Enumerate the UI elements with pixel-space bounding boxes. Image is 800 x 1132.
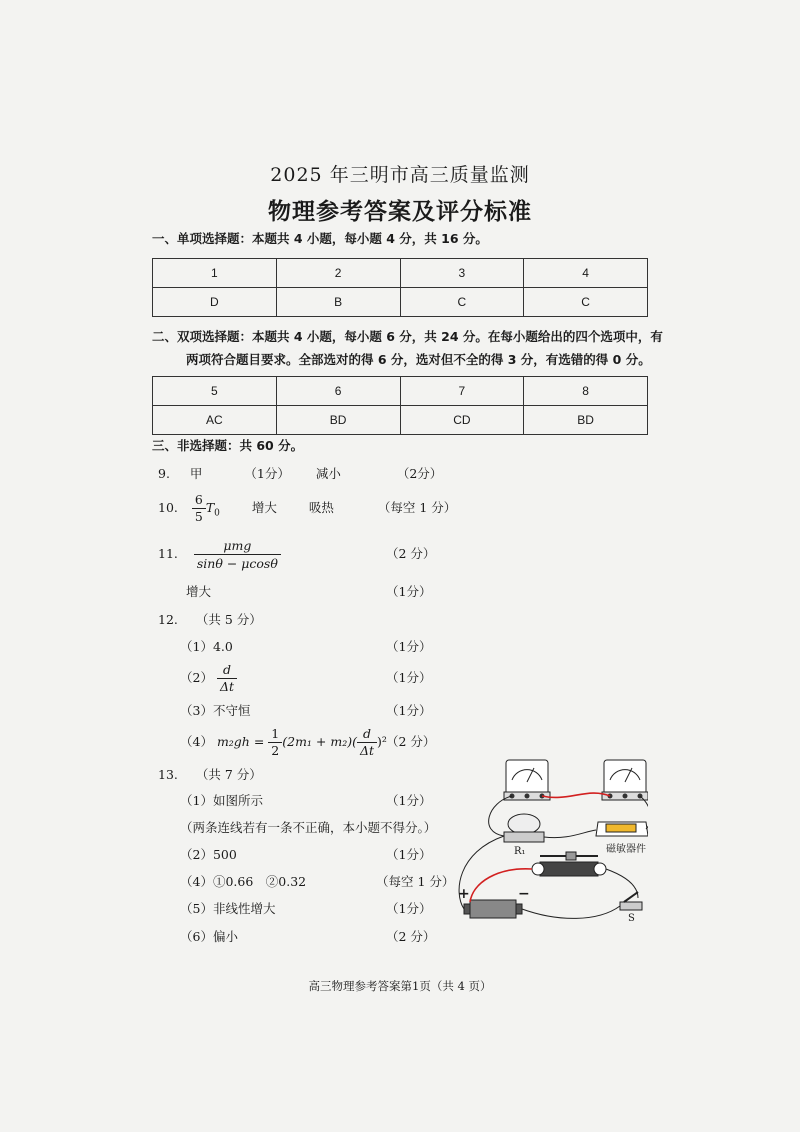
answer-text: 吸热	[308, 500, 334, 515]
fraction-denominator: Δt	[359, 743, 375, 758]
question-number: 5	[153, 377, 277, 406]
table-row	[153, 377, 648, 406]
question-number: 2	[276, 259, 400, 288]
q13-part4	[180, 873, 455, 891]
part-label: （2）	[180, 670, 213, 685]
score-text: （2 分）	[386, 929, 436, 944]
q12-part1	[180, 638, 432, 656]
score-text: （1分）	[386, 793, 432, 808]
fraction-denominator: 5	[194, 509, 203, 524]
answer-cell: BD	[524, 406, 648, 435]
fraction	[357, 726, 377, 759]
answer-text: 增大	[186, 584, 212, 599]
fraction-numerator: d	[357, 726, 377, 743]
q11-row	[158, 534, 436, 574]
equation-lhs: m₂gh =	[216, 734, 265, 749]
score-text: （1分）	[386, 639, 432, 654]
wire	[522, 906, 620, 918]
q11-row-2	[186, 583, 432, 601]
answer-text: 4.0	[212, 639, 233, 654]
question-number: 6	[276, 377, 400, 406]
answer-cell: C	[400, 288, 524, 317]
score-text: （1分）	[386, 847, 432, 862]
r1-label: R₁	[514, 846, 526, 857]
answer-text: 如图所示	[212, 793, 263, 808]
answer-text: 增大	[251, 500, 277, 515]
equation-middle: (2m₁ + m₂)(	[282, 734, 357, 749]
fraction	[217, 662, 237, 695]
meter-1-icon	[504, 760, 550, 800]
q9-row	[158, 465, 442, 483]
part-label: （5）	[180, 901, 213, 916]
table-row	[153, 288, 648, 317]
part-label: （4）	[180, 734, 213, 749]
part-label: （1）	[180, 639, 213, 654]
question-number: 7	[400, 377, 524, 406]
question-total: （共 7 分）	[195, 767, 262, 782]
battery-icon	[464, 900, 522, 918]
answer-text: 甲	[189, 466, 203, 481]
answer-text: 偏小	[212, 929, 238, 944]
question-number: 11.	[158, 546, 178, 561]
score-text: （1分）	[386, 901, 432, 916]
section2-heading: 二、双项选择题：本题共 4 小题，每小题 6 分，共 24 分。在每小题给出的四个选项中，有	[152, 329, 663, 344]
switch-label: S	[628, 913, 635, 924]
answer-text: 非线性增大	[212, 901, 276, 916]
q13-part6	[180, 928, 436, 946]
score-text: （2 分）	[386, 734, 436, 749]
score-text: （每空 1 分）	[377, 500, 457, 515]
question-number: 12.	[158, 612, 178, 627]
answer-text: 减小	[315, 466, 341, 481]
q13-part5	[180, 900, 432, 918]
score-text: （1分）	[386, 703, 432, 718]
answer-cell: D	[153, 288, 277, 317]
fraction	[192, 492, 206, 525]
question-total: （共 5 分）	[195, 612, 262, 627]
circuit-diagram	[448, 752, 648, 932]
question-number: 1	[153, 259, 277, 288]
part-label: （1）	[180, 793, 213, 808]
variable-subscript: 0	[214, 508, 220, 519]
part-label: （4）	[180, 874, 213, 889]
switch-icon	[620, 892, 642, 910]
fraction-numerator: μmg	[194, 537, 281, 555]
answer-text: 500	[212, 847, 237, 862]
question-number: 10.	[158, 500, 178, 515]
wire-red	[542, 793, 610, 797]
q10-row	[158, 488, 456, 528]
section1-answer-table	[152, 258, 648, 317]
question-number: 9.	[158, 466, 170, 481]
score-text: （1分）	[386, 584, 432, 599]
q13-part1	[180, 792, 432, 810]
q12-part4	[180, 722, 436, 762]
table-row	[153, 259, 648, 288]
question-number: 4	[524, 259, 648, 288]
fraction-numerator: d	[217, 662, 237, 679]
section2-answer-table	[152, 376, 648, 435]
resistor-r1-icon	[504, 814, 544, 842]
q13-part2	[180, 846, 432, 864]
question-number: 13.	[158, 767, 178, 782]
q12-header	[158, 611, 262, 629]
score-text: （1分）	[244, 466, 290, 481]
answer-cell: B	[276, 288, 400, 317]
equation-tail: )²	[377, 734, 387, 749]
section1-heading: 一、单项选择题：本题共 4 小题，每小题 4 分，共 16 分。	[152, 231, 488, 246]
answer-cell: CD	[400, 406, 524, 435]
wire	[489, 796, 512, 836]
score-text: （2分）	[396, 466, 443, 481]
wire	[606, 869, 638, 898]
page-footer: 高三物理参考答案第1页（共 4 页）	[308, 979, 492, 993]
table-row	[153, 406, 648, 435]
fraction-denominator: 2	[271, 743, 280, 758]
score-text: （2 分）	[386, 546, 436, 561]
question-number: 3	[400, 259, 524, 288]
exam-title: 2025 年三明市高三质量监测	[270, 164, 530, 186]
fraction	[268, 726, 282, 759]
fraction-denominator: sinθ − μcosθ	[196, 556, 278, 571]
fraction-denominator: Δt	[219, 679, 234, 694]
rheostat-icon	[532, 852, 606, 876]
answer-cell: AC	[153, 406, 277, 435]
q13-header	[158, 766, 262, 784]
part-label: （2）	[180, 847, 213, 862]
score-text: （1分）	[386, 670, 432, 685]
q13-note: （两条连线若有一条不正确，本小题不得分。）	[180, 820, 437, 835]
sensor-label: 磁敏器件	[606, 844, 646, 855]
part-label: （6）	[180, 929, 213, 944]
answer-cell: BD	[276, 406, 400, 435]
q12-part2	[180, 658, 432, 698]
part-label: （3）	[180, 703, 213, 718]
q12-part3	[180, 702, 432, 720]
fraction	[194, 537, 281, 572]
answer-cell: C	[524, 288, 648, 317]
question-number: 8	[524, 377, 648, 406]
answer-text: 不守恒	[212, 703, 251, 718]
magnetic-sensor-icon	[596, 822, 648, 836]
score-text: （每空 1 分）	[376, 874, 455, 889]
section2-heading-cont: 两项符合题目要求。全部选对的得 6 分，选对但不全的得 3 分，有选错的得 0 分。	[186, 352, 651, 367]
wire	[544, 830, 596, 838]
meter-2-icon	[602, 760, 648, 800]
answer-text: ①0.66 ②0.32	[212, 874, 307, 889]
battery-plus-label: +	[458, 886, 470, 902]
section3-heading: 三、非选择题：共 60 分。	[152, 438, 304, 453]
fraction-numerator: 1	[268, 726, 282, 743]
fraction-numerator: 6	[192, 492, 206, 509]
variable-symbol: T	[205, 500, 215, 515]
battery-minus-label: −	[518, 886, 530, 902]
answer-key-title: 物理参考答案及评分标准	[268, 199, 532, 225]
